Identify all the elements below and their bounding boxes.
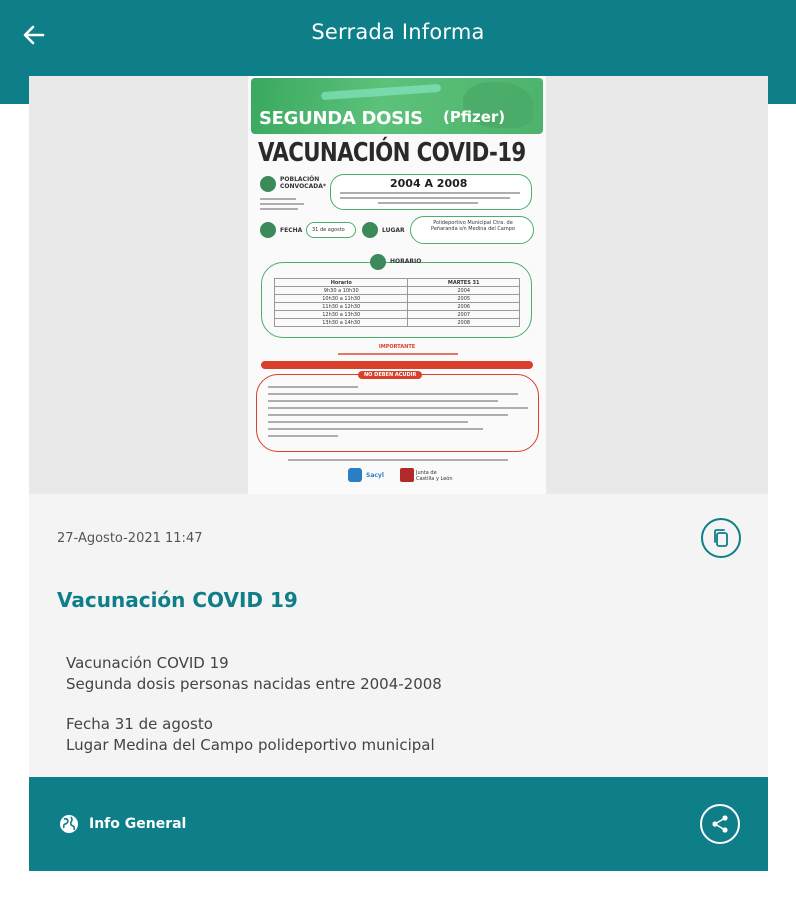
- post-title: Vacunación COVID 19: [57, 588, 298, 612]
- poster-fine-print: [340, 197, 510, 199]
- schedule-row: [275, 311, 520, 319]
- schedule-cell: 2008: [408, 319, 520, 327]
- post-body-line: Vacunación COVID 19: [66, 654, 229, 672]
- copy-icon: [712, 528, 730, 548]
- clock-icon: [370, 254, 386, 270]
- calendar-icon: [260, 222, 276, 238]
- image-area: [29, 76, 768, 494]
- schedule-cell: 9h30 a 10h30: [275, 287, 408, 295]
- schedule-cell: 2006: [408, 303, 520, 311]
- copy-button[interactable]: [701, 518, 741, 558]
- schedule-row: [275, 287, 520, 295]
- date-label: FECHA: [280, 227, 303, 234]
- share-button[interactable]: [700, 804, 740, 844]
- poster-fine-print: [260, 208, 298, 210]
- junta-logo-text: Junta de Castilla y León: [416, 470, 453, 482]
- poster-fine-print: [268, 393, 518, 395]
- poster-fine-print: [268, 435, 338, 437]
- share-icon: [710, 814, 730, 834]
- schedule-cell: 2004: [408, 287, 520, 295]
- schedule-cell: 11h30 a 12h30: [275, 303, 408, 311]
- location-pin-icon: [362, 222, 378, 238]
- poster-fine-print: [378, 202, 478, 204]
- poster-fine-print: [268, 386, 358, 388]
- post-body-line: Segunda dosis personas nacidas entre 2004-2008: [66, 675, 442, 693]
- category-label: Info General: [89, 816, 187, 832]
- poster-fine-print: [268, 407, 528, 409]
- population-label: POBLACIÓN CONVOCADA*: [280, 176, 326, 190]
- vaccination-poster[interactable]: [248, 76, 546, 494]
- post-body-line: Lugar Medina del Campo polideportivo municipal: [66, 736, 435, 754]
- date-value: 31 de agosto: [312, 227, 345, 233]
- poster-fine-print: [338, 353, 458, 355]
- sacyl-logo-text: Sacyl: [366, 472, 384, 479]
- place-label: LUGAR: [382, 227, 405, 234]
- junta-logo: [400, 468, 414, 482]
- post-date: 27-Agosto-2021 11:47: [57, 531, 203, 546]
- schedule-row: [275, 319, 520, 327]
- sacyl-logo: [348, 468, 362, 482]
- schedule-cell: 10h30 a 11h30: [275, 295, 408, 303]
- important-label: IMPORTANTE: [378, 344, 416, 350]
- schedule-row: [275, 295, 520, 303]
- schedule-cell: 12h30 a 13h30: [275, 311, 408, 319]
- poster-fine-print: [260, 203, 304, 205]
- poster-fine-print: [260, 198, 296, 200]
- poster-fine-print: [268, 428, 483, 430]
- post-body-line: Fecha 31 de agosto: [66, 715, 213, 733]
- important-bar: [261, 361, 533, 369]
- schedule-table: [274, 278, 520, 327]
- syringe-graphic: [321, 84, 441, 100]
- poster-fine-print: [340, 192, 520, 194]
- poster-fine-print: [268, 421, 468, 423]
- schedule-cell: 13h30 a 14h30: [275, 319, 408, 327]
- poster-fine-print: [288, 459, 508, 461]
- schedule-cell: 2007: [408, 311, 520, 319]
- poster-subtitle: SEGUNDA DOSIS: [259, 108, 423, 129]
- schedule-header-cell: MARTES 31: [408, 279, 520, 287]
- globe-icon: [59, 814, 79, 834]
- schedule-header-row: [275, 279, 520, 287]
- poster-fine-print: [268, 414, 508, 416]
- category-link[interactable]: [59, 814, 186, 834]
- poster-years: 2004 A 2008: [390, 177, 468, 190]
- people-icon: [260, 176, 276, 192]
- schedule-cell: 2005: [408, 295, 520, 303]
- schedule-row: [275, 303, 520, 311]
- schedule-header-cell: Horario: [275, 279, 408, 287]
- poster-heading: VACUNACIÓN COVID-19: [258, 138, 526, 168]
- place-value: Polideportivo Municipal Ctra. de Peñaranda s/n Medina del Campo: [431, 220, 515, 232]
- news-card: [29, 76, 768, 871]
- app-title: Serrada Informa: [311, 20, 485, 44]
- poster-brand: (Pfizer): [443, 108, 506, 126]
- warning-label: NO DEBEN ACUDIR: [358, 371, 422, 379]
- post-footer: [29, 777, 768, 871]
- schedule-label: HORARIO: [390, 258, 422, 265]
- paragraph-gap: [66, 695, 442, 714]
- post-body: [66, 653, 442, 756]
- poster-fine-print: [268, 400, 498, 402]
